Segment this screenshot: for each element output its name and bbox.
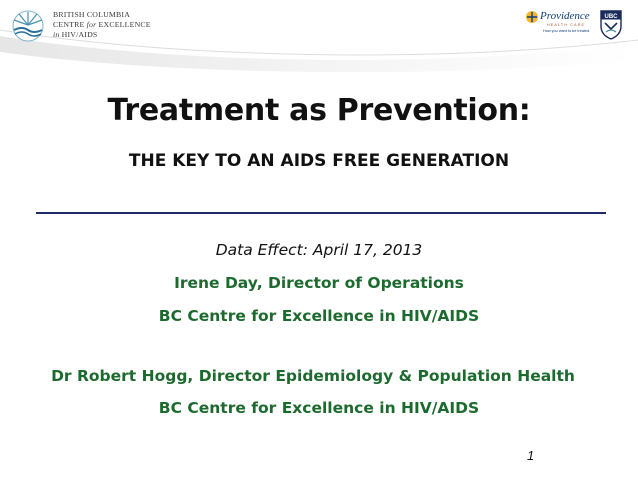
page-number: 1 bbox=[527, 448, 535, 463]
slide-title: Treatment as Prevention: bbox=[107, 93, 531, 128]
ubc-crest-icon bbox=[599, 8, 623, 40]
ubc-crest-text: UBC bbox=[604, 14, 618, 20]
providence-tagline: How you want to be treated. bbox=[543, 29, 591, 33]
slide-subtitle: THE KEY TO AN AIDS FREE GENERATION bbox=[128, 151, 510, 171]
bc-centre-line2-b: for bbox=[86, 20, 97, 29]
presenter-1-organization: BC Centre for Excellence in HIV/AIDS bbox=[158, 307, 480, 325]
date-line: Data Effect: April 17, 2013 bbox=[215, 241, 423, 259]
bc-centre-line3 bbox=[53, 30, 151, 40]
providence-emblem-icon bbox=[525, 10, 539, 24]
bc-centre-line3-a: in bbox=[53, 30, 60, 39]
providence-logo[interactable] bbox=[525, 10, 593, 40]
header-band bbox=[0, 0, 638, 78]
providence-name: Providence bbox=[540, 10, 590, 22]
ubc-logo[interactable] bbox=[599, 8, 623, 40]
bc-centre-line3-b: HIV/AIDS bbox=[59, 30, 98, 39]
bc-centre-line1: BRITISH COLUMBIA bbox=[53, 10, 131, 19]
presenter-2: Dr Robert Hogg, Director Epidemiology & Population Health bbox=[51, 367, 575, 385]
presenter-1: Irene Day, Director of Operations bbox=[174, 274, 464, 292]
bc-centre-line2 bbox=[53, 20, 151, 30]
bc-centre-logo[interactable] bbox=[10, 8, 170, 44]
bc-centre-line2-a: CENTRE bbox=[53, 20, 87, 29]
presenter-2-organization: BC Centre for Excellence in HIV/AIDS bbox=[158, 399, 480, 417]
providence-subtitle: HEALTH CARE bbox=[547, 23, 586, 27]
title-divider bbox=[36, 212, 606, 214]
bc-centre-wordmark bbox=[53, 10, 151, 40]
bc-centre-line2-c: EXCELLENCE bbox=[96, 20, 151, 29]
bc-centre-emblem-icon bbox=[10, 8, 48, 42]
